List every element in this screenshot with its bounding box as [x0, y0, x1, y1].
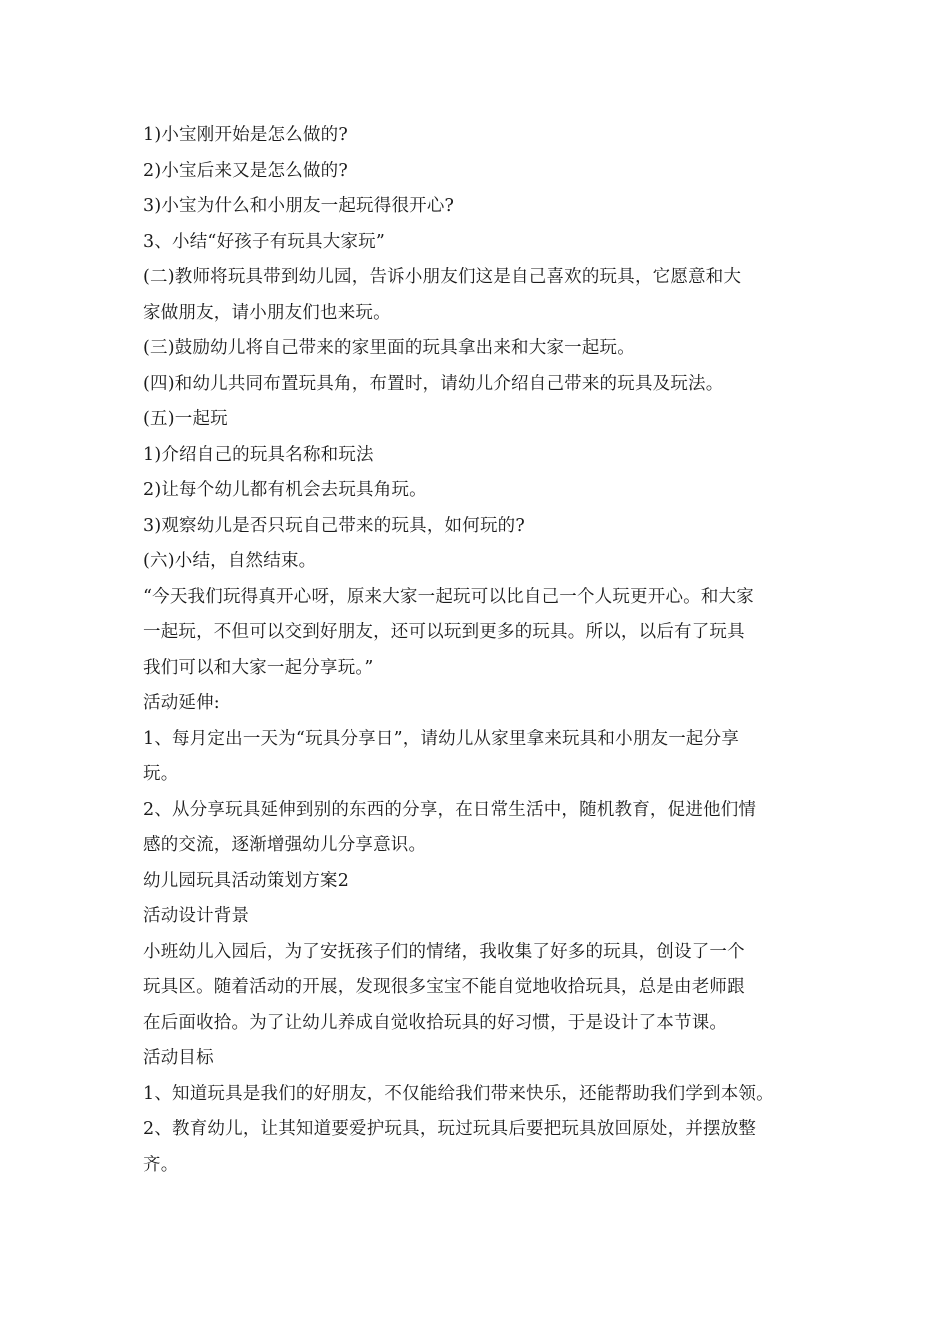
text-line: (三)鼓励幼儿将自己带来的家里面的玩具拿出来和大家一起玩。: [143, 338, 635, 358]
text-line: 玩具区。随着活动的开展，发现很多宝宝不能自觉地收拾玩具，总是由老师跟: [143, 977, 745, 997]
text-line: 齐。: [143, 1154, 179, 1175]
text-line: 在后面收拾。为了让幼儿养成自觉收拾玩具的好习惯，于是设计了本节课。: [143, 1012, 728, 1033]
text-line: 感的交流，逐渐增强幼儿分享意识。: [143, 835, 427, 855]
text-line: 1)小宝刚开始是怎么做的?: [143, 125, 348, 145]
text-line: (二)教师将玩具带到幼儿园，告诉小朋友们这是自己喜欢的玩具，它愿意和大: [143, 267, 742, 287]
text-line: 3)小宝为什么和小朋友一起玩得很开心?: [143, 196, 455, 216]
text-line: 2、从分享玩具延伸到别的东西的分享，在日常生活中，随机教育，促进他们情: [143, 799, 757, 820]
text-line: 2)小宝后来又是怎么做的?: [143, 160, 348, 181]
text-line: “今天我们玩得真开心呀，原来大家一起玩可以比自己一个人玩更开心。和大家: [143, 586, 754, 607]
text-line: 1、知道玩具是我们的好朋友，不仅能给我们带来快乐，还能帮助我们学到本领。: [143, 1083, 774, 1104]
section-heading: 活动设计背景: [143, 906, 250, 926]
document-body: [143, 118, 823, 1183]
section-heading: 活动延伸:: [143, 693, 220, 713]
text-line: (六)小结，自然结束。: [143, 551, 317, 571]
text-line: (五)一起玩: [143, 409, 228, 429]
text-line: 2)让每个幼儿都有机会去玩具角玩。: [143, 480, 427, 500]
text-line: 1)介绍自己的玩具名称和玩法: [143, 444, 374, 465]
text-line: 我们可以和大家一起分享玩。”: [143, 657, 374, 678]
text-line: 1、每月定出一天为“玩具分享日”，请幼儿从家里拿来玩具和小朋友一起分享: [143, 728, 740, 749]
text-line: 一起玩，不但可以交到好朋友，还可以玩到更多的玩具。所以，以后有了玩具: [143, 622, 745, 642]
section-heading: 活动目标: [143, 1048, 214, 1068]
text-line: 3)观察幼儿是否只玩自己带来的玩具，如何玩的?: [143, 515, 525, 536]
text-line: 家做朋友，请小朋友们也来玩。: [143, 302, 391, 323]
text-line: 玩。: [143, 764, 179, 784]
text-line: 2、教育幼儿，让其知道要爱护玩具，玩过玩具后要把玩具放回原处，并摆放整: [143, 1119, 757, 1139]
text-line: (四)和幼儿共同布置玩具角，布置时，请幼儿介绍自己带来的玩具及玩法。: [143, 373, 724, 394]
text-line: 小班幼儿入园后，为了安抚孩子们的情绪，我收集了好多的玩具，创设了一个: [143, 941, 745, 962]
document-title: 幼儿园玩具活动策划方案2: [143, 870, 350, 891]
text-line: 3、小结“好孩子有玩具大家玩”: [143, 231, 386, 252]
